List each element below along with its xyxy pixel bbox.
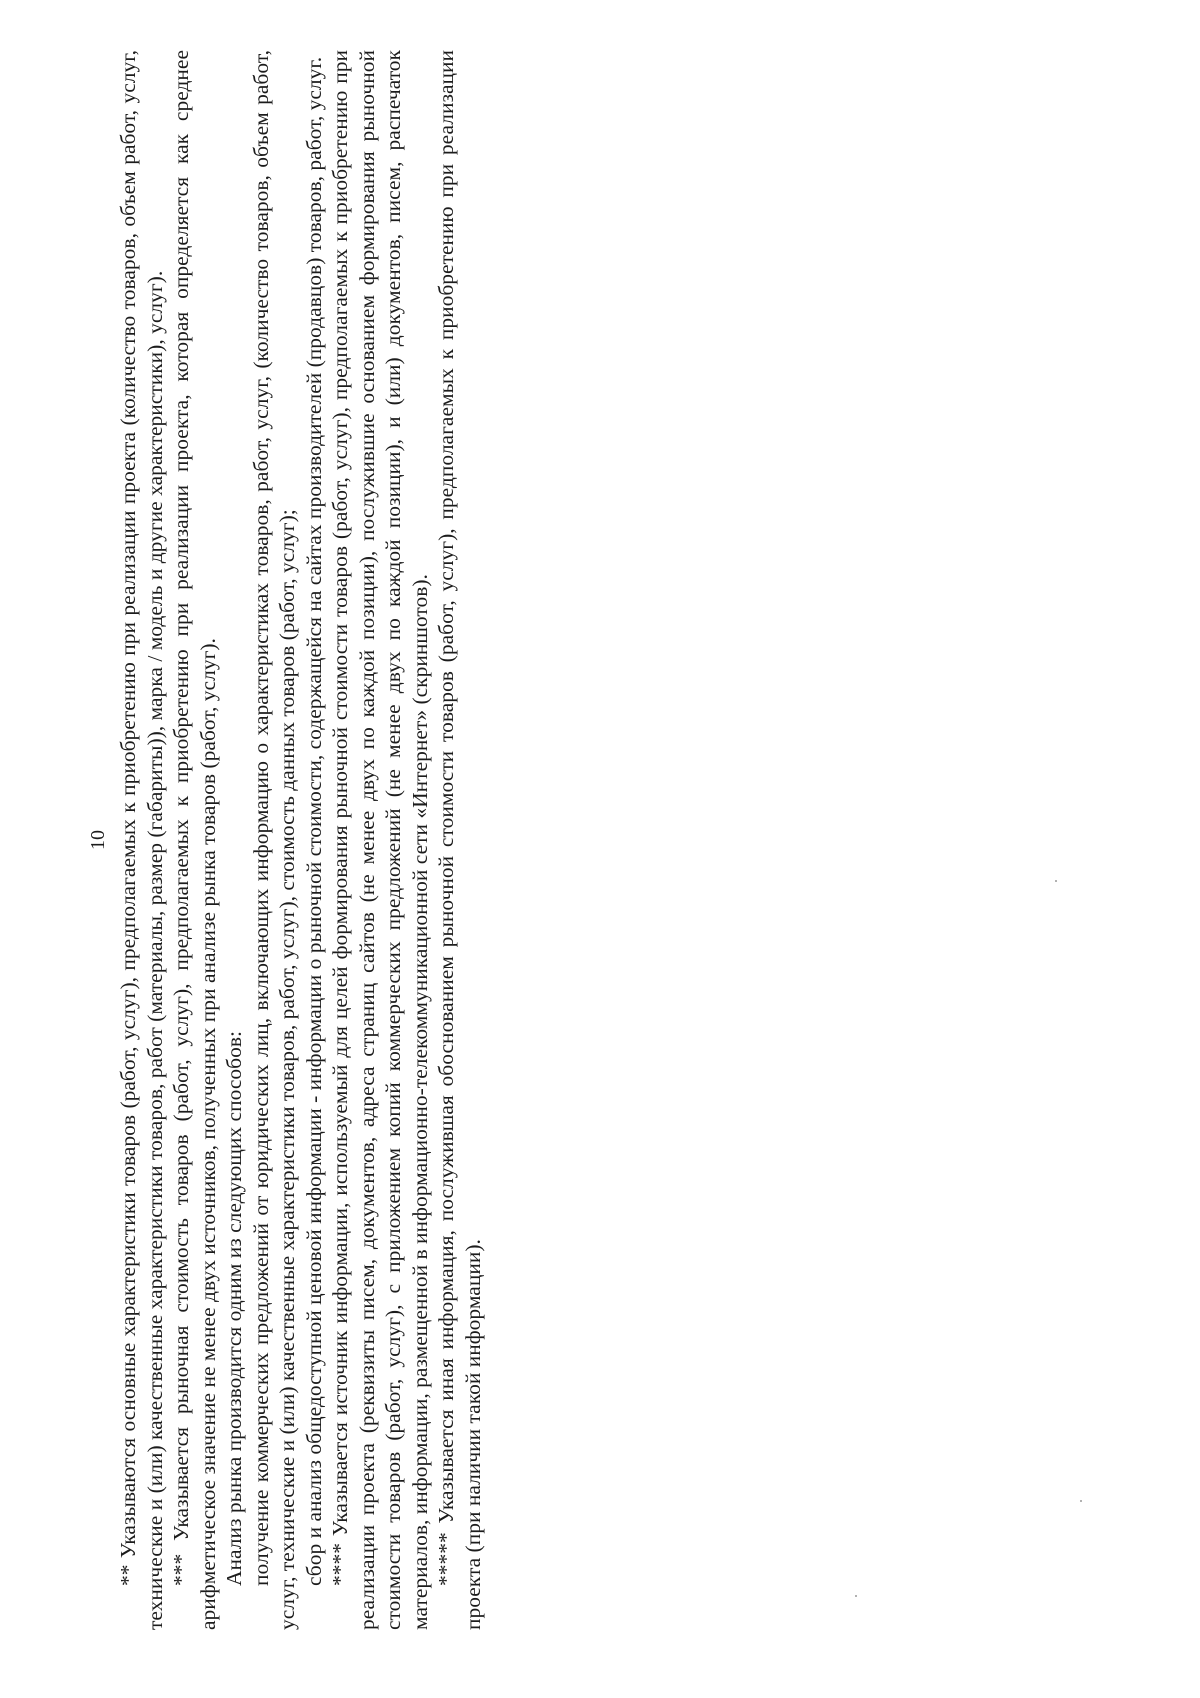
footnote-other-information: ***** Указывается иная информация, послужившая обоснованием рыночной стоимости товаров (работ, услуг), предполагаемых к приобретению при реализации проекта (при наличии такой информации). — [434, 50, 485, 1630]
method-commercial-offers: получение коммерческих предложений от юридических лиц, включающих информацию о характеристиках товаров, работ, услуг, (количество товаров, объем работ, услуг, технические и (или) качественные характеристики товаров, работ, услуг), стоимость данных товаров (работ, услуг); — [248, 50, 299, 1630]
page-number: 10 — [87, 830, 109, 850]
footnote-characteristics: ** Указываются основные характеристики товаров (работ, услуг), предполагаемых к приобретению при реализации проекта (количество товаров, объем работ, услуг, технические и (или) качественные характеристики товаров, работ (материалы, размер (габариты)), марка / модель и другие характеристики), услуг). — [116, 50, 167, 1630]
scan-speck — [1055, 880, 1057, 882]
footnote-market-value: *** Указывается рыночная стоимость товаров (работ, услуг), предполагаемых к приобретению при реализации проекта, которая определяется как среднее арифметическое значение не менее двух источников, полученных при анализе рынка товаров (работ, услуг). — [169, 50, 220, 1630]
footnote-information-source: **** Указывается источник информации, используемый для целей формирования рыночной стоимости товаров (работ, услуг), предполагаемых к приобретению при реализации проекта (реквизиты писем, документов, адреса страниц сайтов (не менее двух по каждой позиции), послужившие основанием формирования рыночной стоимости товаров (работ, услуг), с приложением копий коммерческих предложений (не менее двух по каждой позиции), и (или) документов, писем, распечаток материалов, информации, размещенной в информационно-телекоммуникационной сети «Интернет» (скриншотов). — [328, 50, 432, 1630]
scan-speck — [1080, 1500, 1082, 1502]
market-analysis-intro: Анализ рынка производится одним из следующих способов: — [222, 1030, 246, 1586]
scan-speck — [855, 1595, 857, 1597]
rotated-text-block — [85, 50, 705, 1630]
method-public-prices: сбор и анализ общедоступной ценовой информации - информации о рыночной стоимости, содержащейся на сайтах производителей (продавцов) товаров, работ, услуг. — [301, 56, 326, 1586]
